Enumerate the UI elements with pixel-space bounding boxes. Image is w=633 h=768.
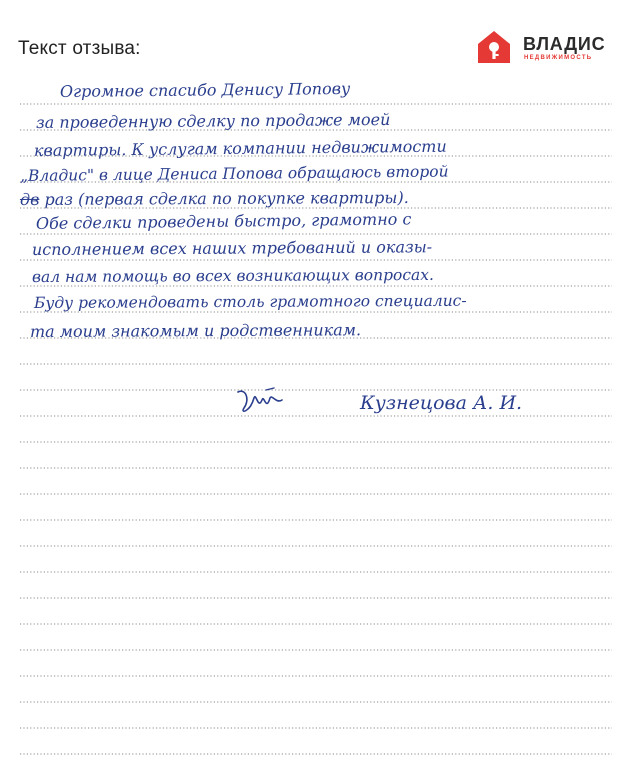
signature-scribble bbox=[236, 386, 284, 416]
review-line-text: раз (первая сделка по покупке квартиры). bbox=[44, 187, 409, 209]
review-line: „Владис" в лице Дениса Попова обращаюсь второй bbox=[19, 162, 449, 185]
review-line: Обе сделки проведены быстро, грамотно с bbox=[35, 209, 412, 233]
review-line: за проведенную сделку по продаже моей bbox=[35, 109, 391, 132]
review-line: вал нам помощь во всех возникающих вопросах. bbox=[31, 265, 434, 286]
review-line: Огромное спасибо Денису Попову bbox=[59, 78, 351, 101]
logo-tagline: НЕДВИЖИМОСТЬ bbox=[524, 55, 593, 61]
signature-name: Кузнецова А. И. bbox=[360, 392, 523, 414]
review-line: Буду рекомендовать столь грамотного специалис- bbox=[33, 291, 467, 312]
review-line bbox=[20, 188, 409, 209]
review-line: исполнением всех наших требований и оказы- bbox=[31, 237, 433, 259]
review-line: квартиры. К услугам компании недвижимости bbox=[33, 136, 447, 160]
page-title: Текст отзыва: bbox=[18, 38, 141, 59]
struck-word: дв bbox=[19, 189, 40, 209]
logo-brand: ВЛАДИС bbox=[523, 34, 606, 54]
review-line: та моим знакомым и родственникам. bbox=[29, 320, 362, 341]
